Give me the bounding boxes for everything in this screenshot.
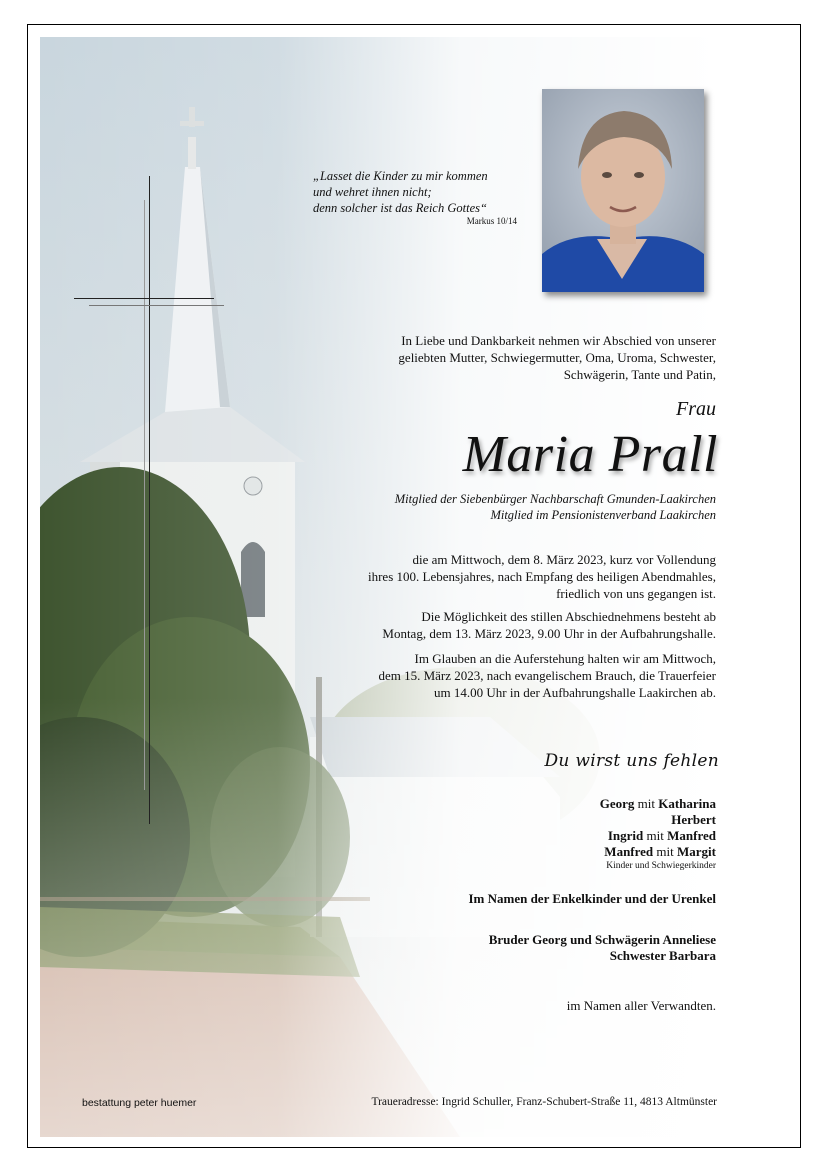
paragraph-line: dem 15. März 2023, nach evangelischem Brauch, die Trauerfeier xyxy=(378,668,716,683)
relatives-line: im Namen aller Verwandten. xyxy=(566,998,716,1013)
paragraph-line: friedlich von uns gegangen ist. xyxy=(556,586,716,601)
intro-line: In Liebe und Dankbarkeit nehmen wir Abschied von unserer xyxy=(401,333,716,348)
quote-line: denn solcher ist das Reich Gottes“ xyxy=(313,201,487,215)
mourner-note: Kinder und Schwiegerkinder xyxy=(606,861,716,871)
quote-line: und wehret ihnen nicht; xyxy=(313,185,432,199)
intro-text xyxy=(316,332,716,383)
mourner-row: Herbert xyxy=(671,812,716,827)
paragraph-line: um 14.00 Uhr in der Aufbahrungshalle Laakirchen ab. xyxy=(434,685,716,700)
mourner-row: Ingrid mit Manfred xyxy=(607,828,716,843)
viewing-paragraph xyxy=(296,608,716,642)
bible-quote xyxy=(313,168,543,227)
quote-reference: Markus 10/14 xyxy=(466,216,517,226)
sibling-line: Schwester Barbara xyxy=(609,948,716,963)
mourners-list xyxy=(600,796,716,873)
memberships xyxy=(296,491,716,523)
deceased-name: Maria Prall xyxy=(462,426,718,483)
death-paragraph xyxy=(296,551,716,602)
membership-line: Mitglied der Siebenbürger Nachbarschaft Gmunden-Laakirchen xyxy=(394,492,716,506)
mourner-row: Manfred mit Margit xyxy=(604,844,716,859)
intro-line: geliebten Mutter, Schwiegermutter, Oma, Uroma, Schwester, xyxy=(398,350,716,365)
paragraph-line: Montag, dem 13. März 2023, 9.00 Uhr in der Aufbahrungshalle. xyxy=(382,626,716,641)
paragraph-line: Die Möglichkeit des stillen Abschiednehmens besteht ab xyxy=(421,609,716,624)
undertaker-name: bestattung peter huemer xyxy=(82,1097,197,1109)
grandchildren-line: Im Namen der Enkelkinder und der Urenkel xyxy=(468,891,716,906)
portrait-photo xyxy=(542,89,704,292)
intro-line: Schwägerin, Tante und Patin, xyxy=(563,367,716,382)
mourning-address: Traueradresse: Ingrid Schuller, Franz-Schubert-Straße 11, 4813 Altmünster xyxy=(371,1096,717,1108)
paragraph-line: die am Mittwoch, dem 8. März 2023, kurz vor Vollendung xyxy=(412,552,716,567)
paragraph-line: Im Glauben an die Auferstehung halten wir am Mittwoch, xyxy=(414,651,716,666)
siblings-list xyxy=(489,932,716,964)
quote-line: „Lasset die Kinder zu mir kommen xyxy=(313,169,488,183)
membership-line: Mitglied im Pensionistenverband Laakirchen xyxy=(490,508,716,522)
paragraph-line: ihres 100. Lebensjahres, nach Empfang des heiligen Abendmahles, xyxy=(367,569,716,584)
funeral-paragraph xyxy=(296,650,716,701)
salutation: Frau xyxy=(676,398,716,420)
sibling-line: Bruder Georg und Schwägerin Anneliese xyxy=(488,932,716,947)
mourner-row: Georg mit Katharina xyxy=(599,796,716,811)
miss-you-text: Du wirst uns fehlen xyxy=(544,751,719,771)
